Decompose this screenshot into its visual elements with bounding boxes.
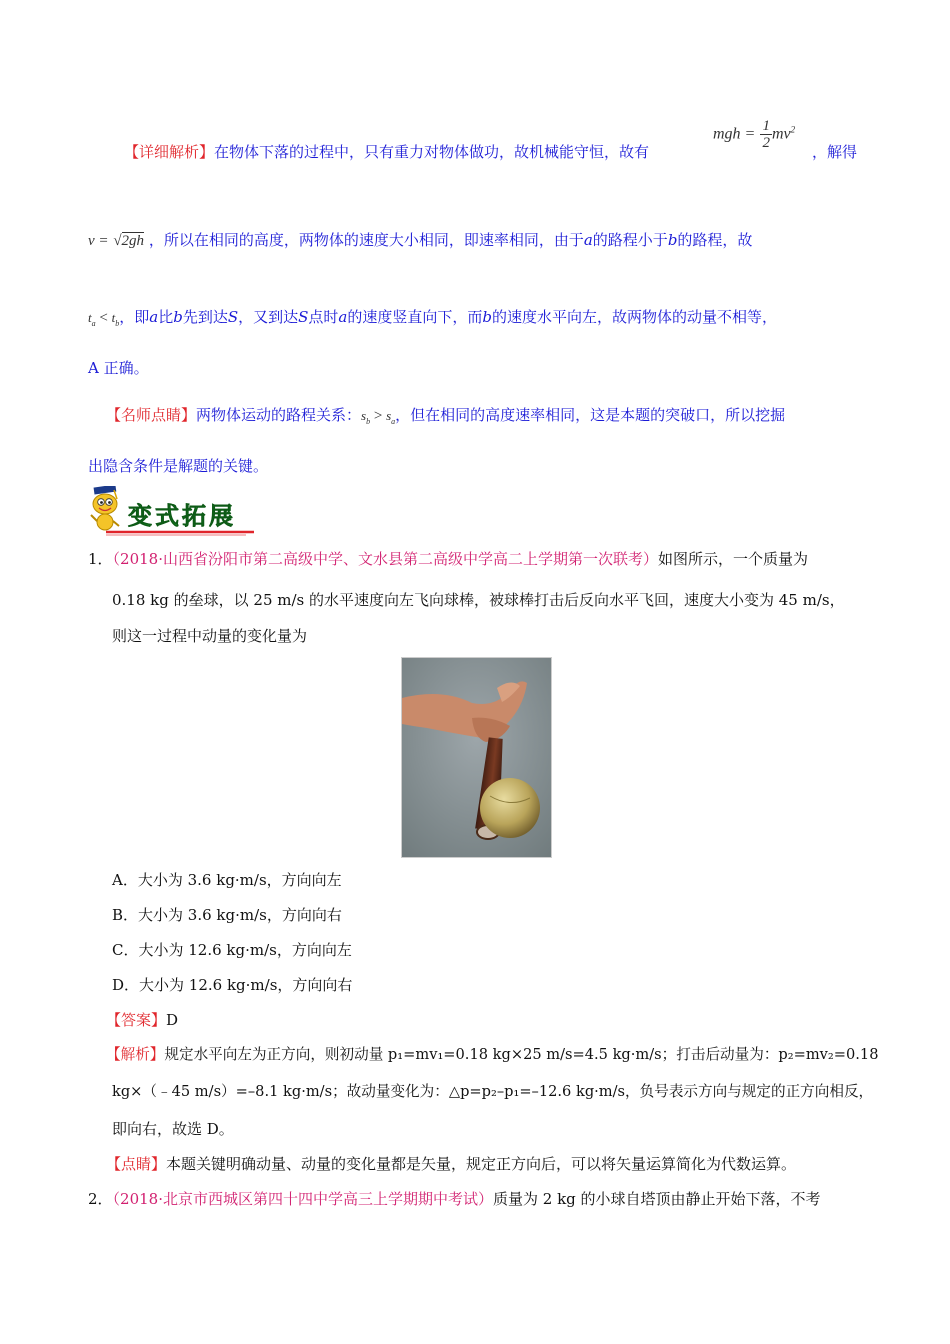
analysis-line-2: v = √2gh ，所以在相同的高度，两物体的速度大小相同，即速率相同，由于a的路程小于b的路程，故 [88, 231, 753, 249]
answer-value: D [166, 1011, 179, 1029]
q1-line-2: 0.18 kg 的垒球，以 25 m/s 的水平速度向左飞向球棒，被球棒打击后反向水平飞回，速度大小变为 45 m/s， [112, 591, 845, 609]
explanation-line-2: kg×（﹣45 m/s）=–8.1 kg·m/s；故动量变化为：△p=p₂–p₁=–12.6 kg·m/s，负号表示方向与规定的正方向相反， [112, 1083, 874, 1100]
q2-number: 2． [88, 1190, 113, 1208]
bat-ball-illustration [402, 658, 551, 857]
section-banner [86, 486, 258, 540]
energy-equation: mgh = $\frac{1}{2}$ $mv^2$ [713, 118, 796, 151]
analysis-l1-end: ，解得 [812, 143, 858, 161]
q1-tip-tag: 【点睛】 [106, 1155, 167, 1173]
analysis-line-3: $t_a < t_b$，即a比b先到达S，又到达S点时a的速度竖直向下，而b的速度水平向左，故两物体的动量不相等， [88, 308, 778, 328]
banner-graphic [86, 486, 258, 536]
option-b: B．大小为 3.6 kg·m/s，方向向右 [112, 906, 342, 924]
tip-line-1: 【名师点睛】两物体运动的路程关系：$s_b > s_a$，但在相同的高度速率相同，这是本题的突破口，所以挖掘 [106, 406, 786, 426]
fraction-one-half: $\frac{1}{2}$ [762, 118, 770, 151]
option-d: D．大小为 12.6 kg·m/s，方向向右 [112, 976, 353, 994]
q1-tip-line: 【点睛】本题关键明确动量、动量的变化量都是矢量，规定正方向后，可以将矢量运算简化为代数运算。 [106, 1155, 797, 1173]
sqrt-sign: √ [113, 233, 122, 249]
q2-line-1: 2．（2018·北京市西城区第四十四中学高三上学期期中考试）质量为 2 kg 的小球自塔顶由静止开始下落，不考 [88, 1190, 821, 1208]
analysis-line-4: A 正确。 [88, 359, 149, 377]
analysis-line-1: 【详细解析】在物体下落的过程中，只有重力对物体做功，故机械能守恒，故有 [124, 143, 650, 161]
banner-text: 变式拓展 [128, 502, 236, 530]
explanation-tag: 【解析】 [106, 1046, 165, 1063]
answer-tag: 【答案】 [106, 1011, 167, 1029]
option-c: C．大小为 12.6 kg·m/s，方向向左 [112, 941, 352, 959]
q1-line-1: 1．（2018·山西省汾阳市第二高级中学、文水县第二高级中学高二上学期第一次联考）如图所示，一个质量为 [88, 550, 809, 568]
mascot-icon [91, 486, 119, 530]
q2-source: （2018·北京市西城区第四十四中学高三上学期期中考试） [112, 1190, 493, 1208]
tip-line-2: 出隐含条件是解题的关键。 [88, 457, 269, 475]
q1-line-3: 则这一过程中动量的变化量为 [112, 627, 308, 645]
answer-line [106, 1009, 178, 1031]
q1-source: （2018·山西省汾阳市第二高级中学、文水县第二高级中学高二上学期第一次联考） [112, 550, 658, 568]
explanation-line-3: 即向右，故选 D。 [112, 1120, 234, 1138]
q1-number: 1． [88, 550, 113, 568]
tip-tag: 【名师点睛】 [106, 406, 197, 424]
baseball-bat-photo [401, 657, 552, 858]
explanation-line-1: 【解析】规定水平向左为正方向，则初动量 p₁=mv₁=0.18 kg×25 m/s=4.5 kg·m/s；打击后动量为：p₂=mv₂=0.18 [106, 1046, 879, 1063]
analysis-tag: 【详细解析】 [124, 143, 215, 161]
option-a: A．大小为 3.6 kg·m/s，方向向左 [112, 871, 342, 889]
